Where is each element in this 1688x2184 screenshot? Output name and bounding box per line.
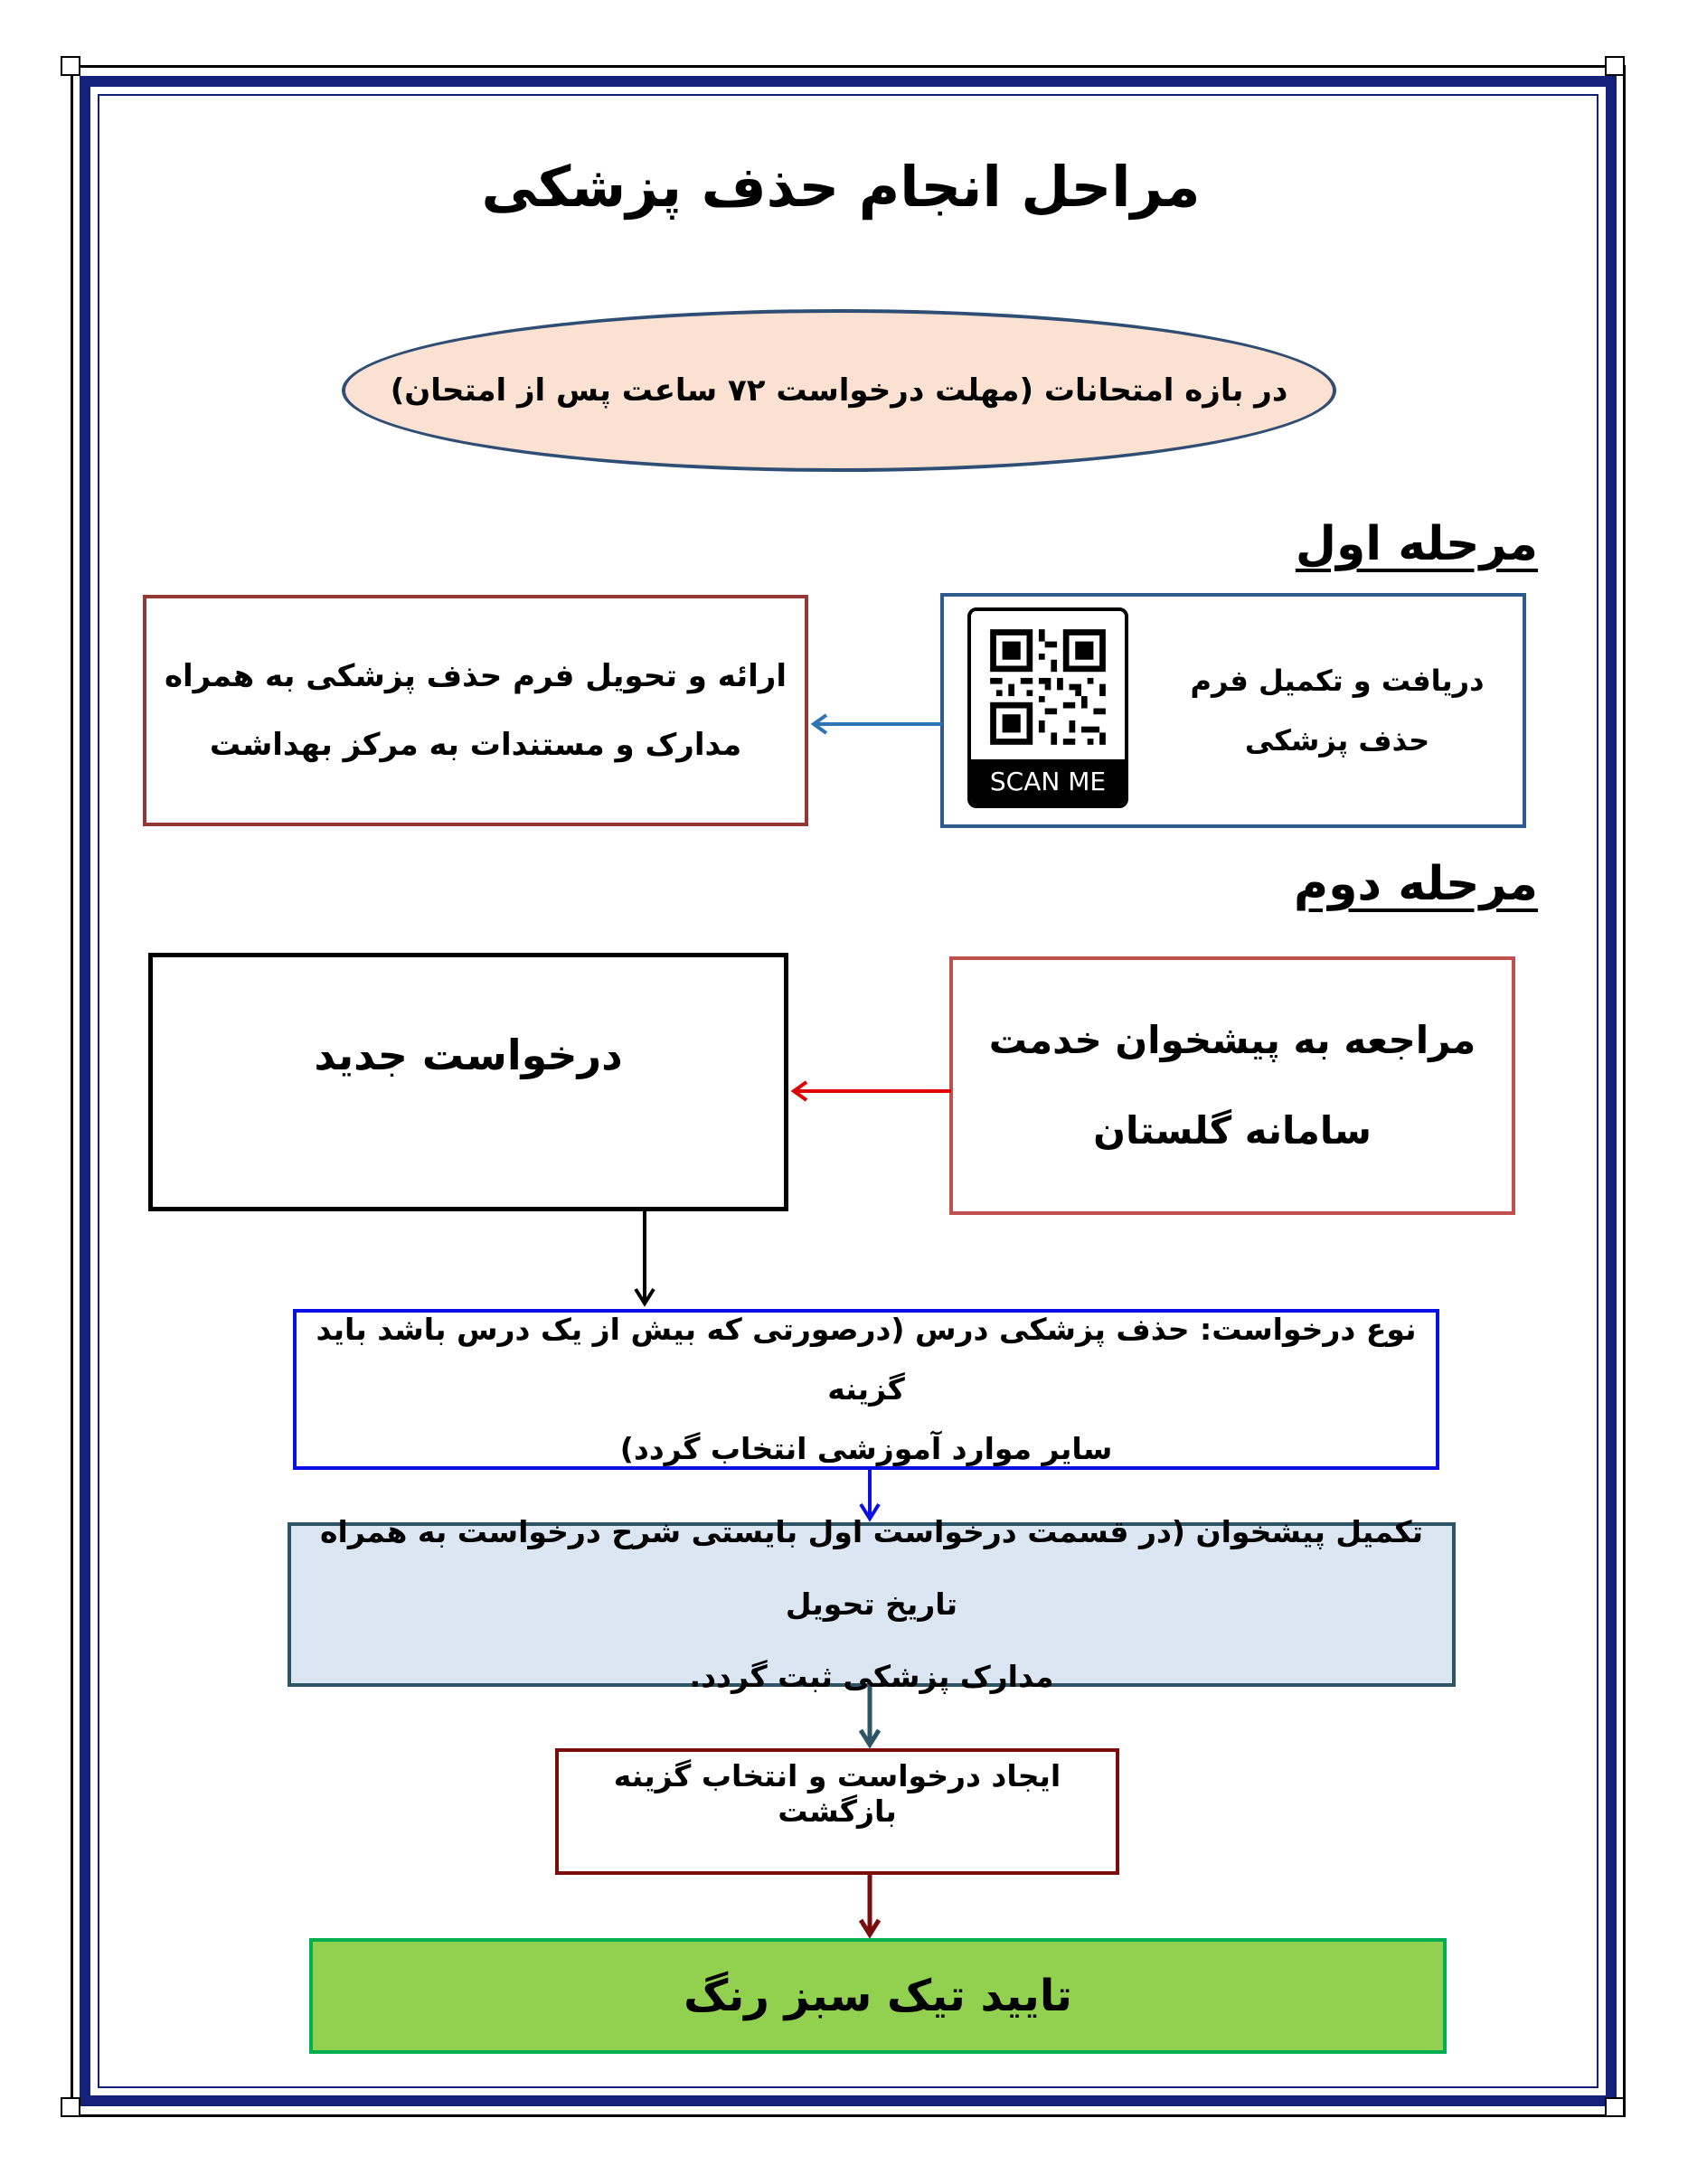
create-request-label: ایجاد درخواست و انتخاب گزینه بازگشت [613, 1758, 1061, 1829]
request-type-line1: نوع درخواست: حذف پزشکی درس (درصورتی که بیش از یک درس باشد باید گزینه [316, 1312, 1417, 1407]
submit-line2: مدارک و مستندات به مرکز بهداشت [209, 727, 742, 763]
qr-caption: SCAN ME [971, 759, 1125, 805]
counter-line1: مراجعه به پیشخوان خدمت [988, 1018, 1476, 1062]
new-request-box [148, 953, 788, 1211]
confirm-label: تایید تیک سبز رنگ [684, 1971, 1072, 2021]
request-type-line2: سایر موارد آموزشی انتخاب گردد) [619, 1431, 1113, 1466]
deadline-ellipse [342, 309, 1336, 472]
corner-ornament-tl [61, 56, 80, 76]
complete-counter-line1: تکمیل پیشخوان (در قسمت درخواست اول بایستی شرح درخواست به همراه تاریخ تحویل [320, 1514, 1423, 1622]
qr-code[interactable] [967, 607, 1128, 808]
arrow-counter-to-new-request [787, 1078, 951, 1105]
stage2-heading: مرحله دوم [1293, 857, 1538, 911]
deadline-text: در بازه امتحانات (مهلت درخواست ۷۲ ساعت پس از امتحان) [390, 372, 1288, 409]
complete-counter-box [288, 1514, 1456, 1694]
page-title: مراحل انجام حذف پزشکی [481, 154, 1201, 220]
request-type-box [293, 1309, 1439, 1470]
arrow-down-3 [856, 1687, 883, 1748]
submit-line1: ارائه و تحویل فرم حذف پزشکی به همراه [164, 658, 787, 694]
corner-ornament-tr [1605, 56, 1625, 76]
create-request-box [555, 1748, 1119, 1875]
counter-line2: سامانه گلستان [1093, 1108, 1372, 1153]
form-download-line1: دریافت و تکمیل فرم [1190, 664, 1485, 698]
complete-counter-line2: مدارک پزشکی ثبت گردد. [689, 1659, 1054, 1694]
form-download-line2: حذف پزشکی [1244, 723, 1430, 758]
qr-code-icon [971, 611, 1125, 763]
arrow-down-4 [856, 1875, 883, 1938]
corner-ornament-bl [61, 2097, 80, 2117]
stage1-heading: مرحله اول [1295, 517, 1538, 571]
confirm-green-tick-box [309, 1938, 1447, 2054]
submit-documents-box [143, 595, 808, 826]
arrow-down-1 [631, 1211, 658, 1309]
corner-ornament-br [1605, 2097, 1625, 2117]
new-request-label: درخواست جدید [314, 1031, 623, 1079]
arrow-form-to-submit [806, 711, 942, 738]
golestan-counter-box [949, 956, 1515, 1215]
